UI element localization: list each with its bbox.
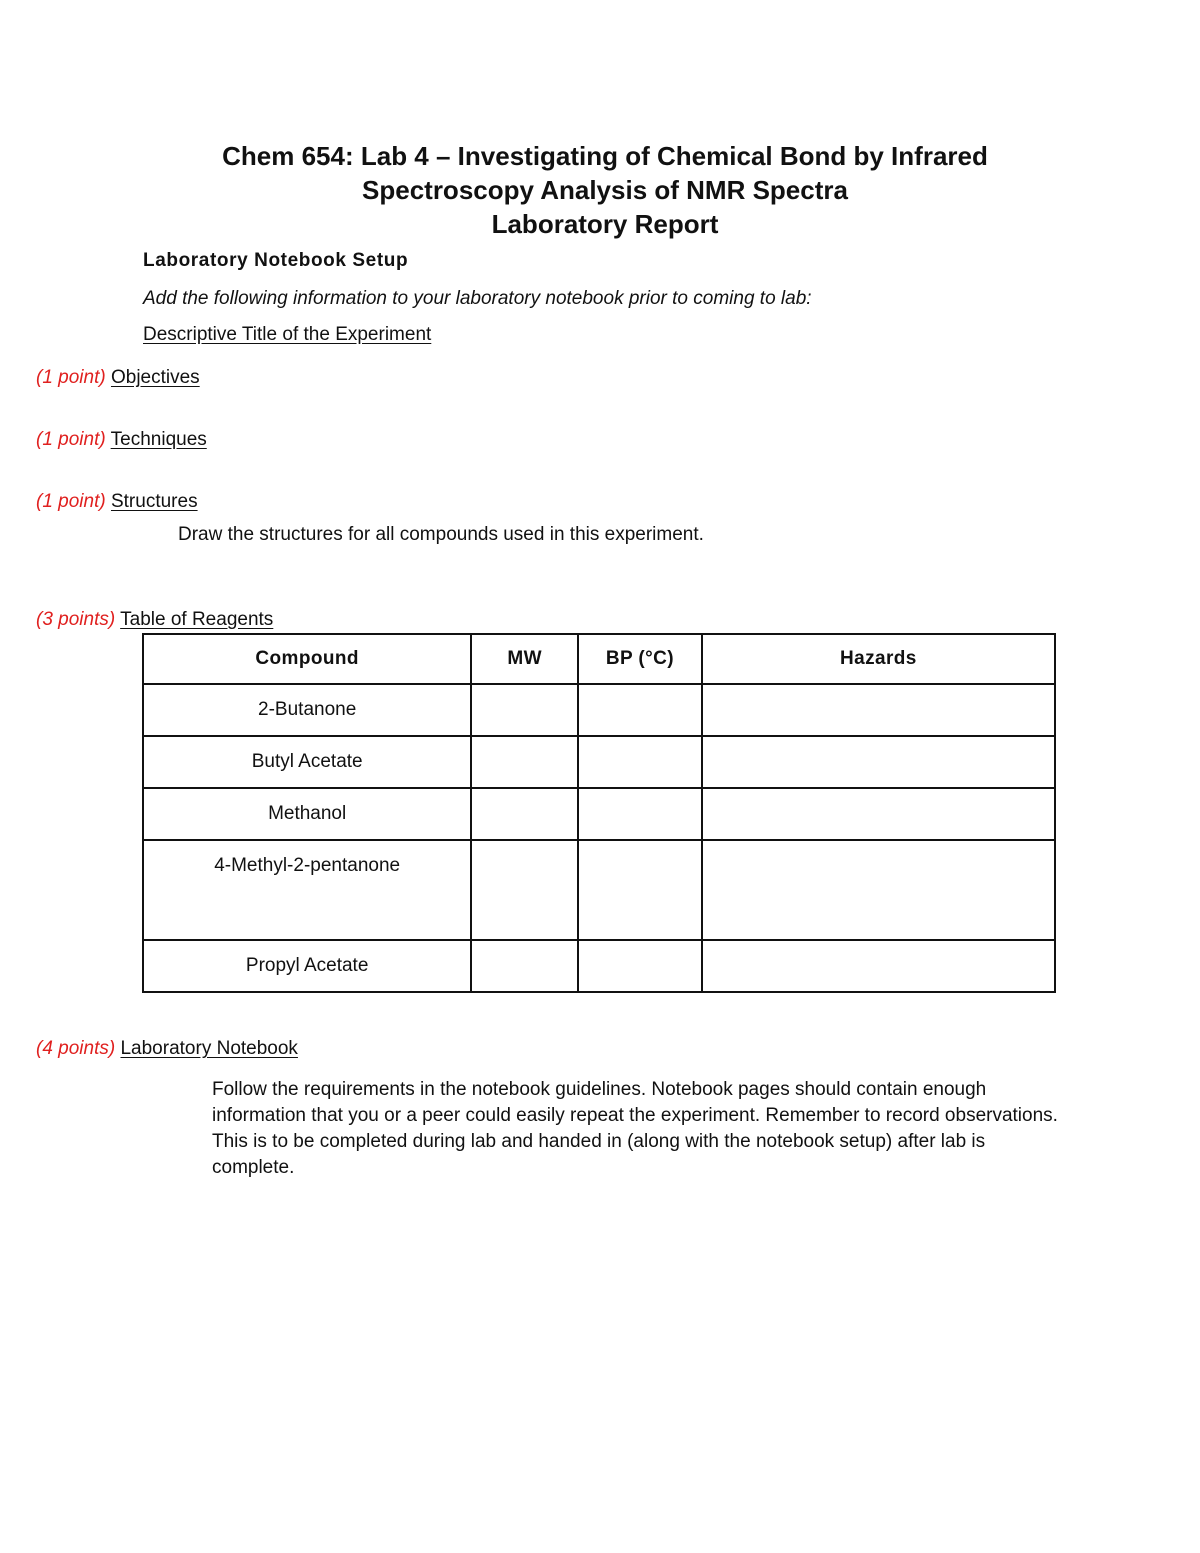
mw-cell[interactable] xyxy=(471,788,578,840)
table-row xyxy=(143,736,1055,788)
bp-cell[interactable] xyxy=(578,940,702,992)
hazards-cell[interactable] xyxy=(702,684,1055,736)
title-line-2: Spectroscopy Analysis of NMR Spectra xyxy=(362,175,848,205)
mw-cell[interactable] xyxy=(471,840,578,940)
structures-instruction: Draw the structures for all compounds used in this experiment. xyxy=(178,524,704,545)
bp-cell[interactable] xyxy=(578,788,702,840)
techniques-item xyxy=(36,429,207,451)
title-line-3: Laboratory Report xyxy=(491,209,719,239)
title-line-1: Chem 654: Lab 4 – Investigating of Chemical Bond by Infrared xyxy=(222,141,988,171)
compound-cell: Methanol xyxy=(143,788,471,840)
header-hazards: Hazards xyxy=(702,634,1055,684)
bp-cell[interactable] xyxy=(578,684,702,736)
table-row xyxy=(143,788,1055,840)
objectives-item xyxy=(36,367,200,389)
reagents-points: (3 points) xyxy=(36,609,116,630)
bp-cell[interactable] xyxy=(578,736,702,788)
hazards-cell[interactable] xyxy=(702,736,1055,788)
structures-item xyxy=(36,491,198,513)
header-mw: MW xyxy=(471,634,578,684)
descriptive-title-label: Descriptive Title of the Experiment xyxy=(143,324,432,345)
techniques-points: (1 point) xyxy=(36,429,106,450)
table-row xyxy=(143,684,1055,736)
hazards-cell[interactable] xyxy=(702,940,1055,992)
mw-cell[interactable] xyxy=(471,736,578,788)
reagents-item xyxy=(36,609,273,631)
bp-cell[interactable] xyxy=(578,840,702,940)
hazards-cell[interactable] xyxy=(702,788,1055,840)
header-bp: BP (°C) xyxy=(578,634,702,684)
setup-instruction: Add the following information to your laboratory notebook prior to coming to lab: xyxy=(143,288,812,309)
table-row xyxy=(143,940,1055,992)
objectives-points: (1 point) xyxy=(36,367,106,388)
hazards-cell[interactable] xyxy=(702,840,1055,940)
reagents-table xyxy=(142,633,1056,993)
notebook-points: (4 points) xyxy=(36,1038,116,1059)
objectives-label: Objectives xyxy=(110,367,200,388)
compound-cell: Propyl Acetate xyxy=(143,940,471,992)
table-header-row xyxy=(143,634,1055,684)
notebook-label: Laboratory Notebook xyxy=(120,1038,298,1059)
structures-label: Structures xyxy=(110,491,198,512)
table-row xyxy=(143,840,1055,940)
notebook-setup-heading: Laboratory Notebook Setup xyxy=(143,250,409,271)
compound-cell: Butyl Acetate xyxy=(143,736,471,788)
notebook-instructions: Follow the requirements in the notebook guidelines. Notebook pages should contain enough information that you or a peer could easily repeat the experiment. Remember to record observations. This is to be completed during lab and handed in (along with the notebook setup) after lab is complete. xyxy=(212,1079,1058,1178)
compound-cell: 4-Methyl-2-pentanone xyxy=(143,840,471,940)
mw-cell[interactable] xyxy=(471,684,578,736)
header-compound: Compound xyxy=(143,634,471,684)
notebook-item xyxy=(36,1038,298,1060)
techniques-label: Techniques xyxy=(110,429,207,450)
document-title xyxy=(0,139,1200,241)
compound-cell: 2-Butanone xyxy=(143,684,471,736)
structures-points: (1 point) xyxy=(36,491,106,512)
reagents-label: Table of Reagents xyxy=(120,609,274,630)
mw-cell[interactable] xyxy=(471,940,578,992)
